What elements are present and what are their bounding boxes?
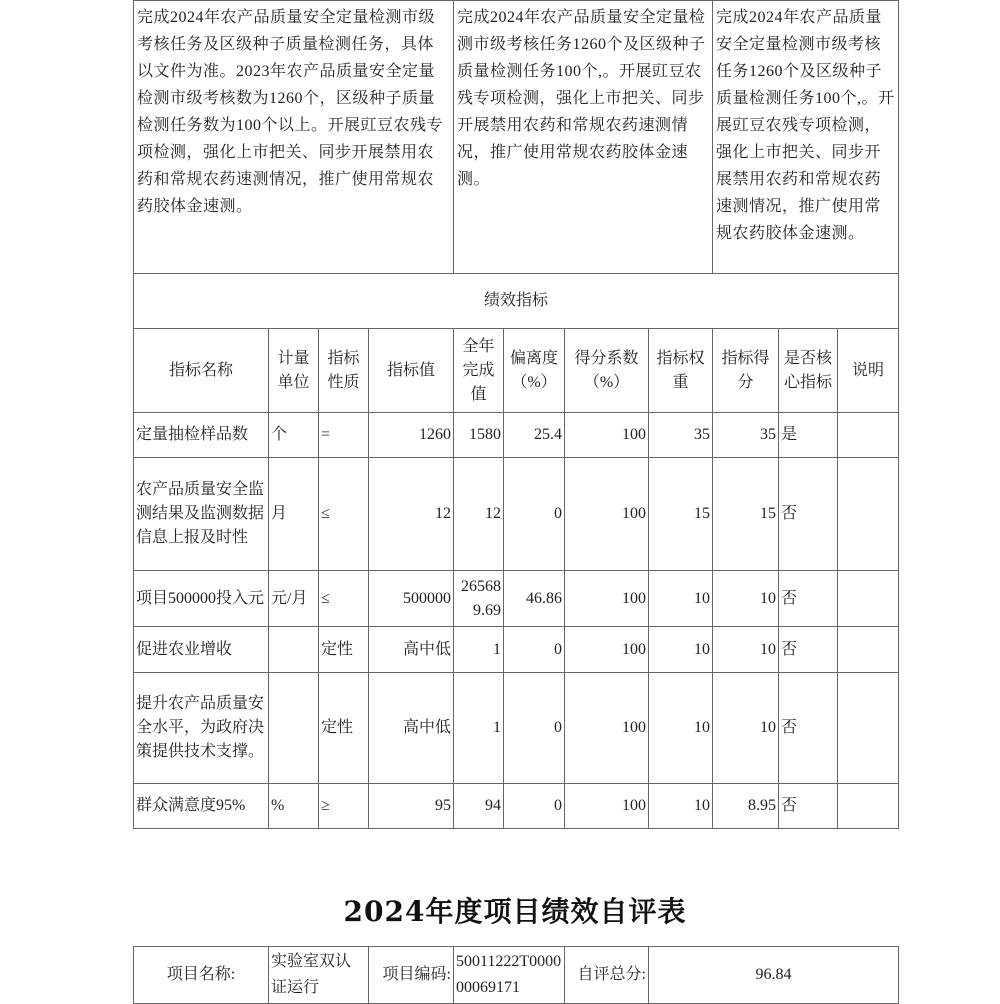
indicator-name: 促进农业增收 — [134, 627, 269, 673]
weight: 10 — [649, 784, 713, 829]
total-score-label: 自评总分: — [565, 947, 649, 1004]
project-info-table — [133, 946, 899, 1004]
completion-summary-text: 完成2024年农产品质量安全定量检测市级考核任务1260个及区级种子质量检测任务100个,。开展豇豆农残专项检测，强化上市把关、同步开展禁用农药和常规农药速测情况，推广使用常规农药胶体金速测。 — [713, 1, 899, 274]
indicator-name: 项目500000投入元 — [134, 571, 269, 627]
weight: 15 — [649, 458, 713, 571]
unit: 个 — [269, 413, 319, 458]
deviation: 0 — [504, 673, 565, 784]
table-row — [134, 627, 899, 673]
unit: 月 — [269, 458, 319, 571]
table-row — [134, 458, 899, 571]
actual-completion-text: 完成2024年农产品质量安全定量检测市级考核任务1260个及区级种子质量检测任务100个,。开展豇豆农残专项检测，强化上市把关、同步开展禁用农药和常规农药速测情况，推广使用常规农药胶体金速测。 — [454, 1, 713, 274]
nature: 定性 — [319, 627, 369, 673]
score: 10 — [713, 571, 779, 627]
is-core: 否 — [779, 784, 838, 829]
remarks — [838, 413, 899, 458]
score: 8.95 — [713, 784, 779, 829]
actual-value: 265689.69 — [454, 571, 504, 627]
target-value: 95 — [369, 784, 454, 829]
score: 10 — [713, 627, 779, 673]
indicator-name: 农产品质量安全监测结果及监测数据信息上报及时性 — [134, 458, 269, 571]
target-value: 1260 — [369, 413, 454, 458]
goals-table — [133, 0, 899, 274]
header-weight: 指标权重 — [649, 329, 713, 413]
nature: ≥ — [319, 784, 369, 829]
unit: 元/月 — [269, 571, 319, 627]
weight: 35 — [649, 413, 713, 458]
project-name-value: 实验室双认证运行 — [269, 947, 369, 1004]
header-is-core: 是否核心指标 — [779, 329, 838, 413]
is-core: 否 — [779, 571, 838, 627]
header-nature: 指标性质 — [319, 329, 369, 413]
nature: ≤ — [319, 458, 369, 571]
indicator-name: 群众满意度95% — [134, 784, 269, 829]
score-coefficient: 100 — [565, 627, 649, 673]
annual-goal-text: 完成2024年农产品质量安全定量检测市级考核任务及区级种子质量检测任务，具体以文件为准。2023年农产品质量安全定量检测市级考核数为1260个，区级种子质量检测任务数为100个以上。开展豇豆农残专项检测，强化上市把关、同步开展禁用农药和常规农药速测情况，推广使用常规农药胶体金速测。 — [134, 1, 454, 274]
indicator-name: 定量抽检样品数 — [134, 413, 269, 458]
table-row — [134, 784, 899, 829]
actual-value: 1 — [454, 627, 504, 673]
is-core: 否 — [779, 458, 838, 571]
remarks — [838, 673, 899, 784]
deviation: 0 — [504, 627, 565, 673]
weight: 10 — [649, 673, 713, 784]
target-value: 12 — [369, 458, 454, 571]
score-coefficient: 100 — [565, 458, 649, 571]
deviation: 25.4 — [504, 413, 565, 458]
weight: 10 — [649, 571, 713, 627]
header-deviation: 偏离度（%） — [504, 329, 565, 413]
header-score-coefficient: 得分系数（%） — [565, 329, 649, 413]
header-remarks: 说明 — [838, 329, 899, 413]
header-target-value: 指标值 — [369, 329, 454, 413]
actual-value: 1580 — [454, 413, 504, 458]
header-unit: 计量单位 — [269, 329, 319, 413]
total-score-value: 96.84 — [649, 947, 899, 1004]
document-title: 2024年度项目绩效自评表 — [343, 895, 687, 928]
actual-value: 94 — [454, 784, 504, 829]
table-row — [134, 673, 899, 784]
unit: % — [269, 784, 319, 829]
indicator-name: 提升农产品质量安全水平，为政府决策提供技术支撑。 — [134, 673, 269, 784]
unit — [269, 673, 319, 784]
remarks — [838, 571, 899, 627]
target-value: 500000 — [369, 571, 454, 627]
table-row — [134, 571, 899, 627]
header-actual-value: 全年完成值 — [454, 329, 504, 413]
actual-value: 12 — [454, 458, 504, 571]
score: 15 — [713, 458, 779, 571]
remarks — [838, 458, 899, 571]
project-name-label: 项目名称: — [134, 947, 269, 1004]
deviation: 0 — [504, 784, 565, 829]
score-coefficient: 100 — [565, 571, 649, 627]
is-core: 是 — [779, 413, 838, 458]
nature: 定性 — [319, 673, 369, 784]
nature: = — [319, 413, 369, 458]
target-value: 高中低 — [369, 673, 454, 784]
header-indicator-name: 指标名称 — [134, 329, 269, 413]
weight: 10 — [649, 627, 713, 673]
remarks — [838, 627, 899, 673]
project-code-label: 项目编码: — [369, 947, 454, 1004]
actual-value: 1 — [454, 673, 504, 784]
deviation: 0 — [504, 458, 565, 571]
nature: ≤ — [319, 571, 369, 627]
score: 35 — [713, 413, 779, 458]
score-coefficient: 100 — [565, 673, 649, 784]
unit — [269, 627, 319, 673]
target-value: 高中低 — [369, 627, 454, 673]
deviation: 46.86 — [504, 571, 565, 627]
is-core: 否 — [779, 673, 838, 784]
remarks — [838, 784, 899, 829]
kpi-table — [133, 273, 899, 829]
project-code-value: 50011222T000000069171 — [454, 947, 565, 1004]
score: 10 — [713, 673, 779, 784]
header-score: 指标得分 — [713, 329, 779, 413]
score-coefficient: 100 — [565, 784, 649, 829]
is-core: 否 — [779, 627, 838, 673]
kpi-header-row — [134, 329, 899, 413]
table-row — [134, 413, 899, 458]
kpi-section-title: 绩效指标 — [134, 274, 899, 329]
score-coefficient: 100 — [565, 413, 649, 458]
